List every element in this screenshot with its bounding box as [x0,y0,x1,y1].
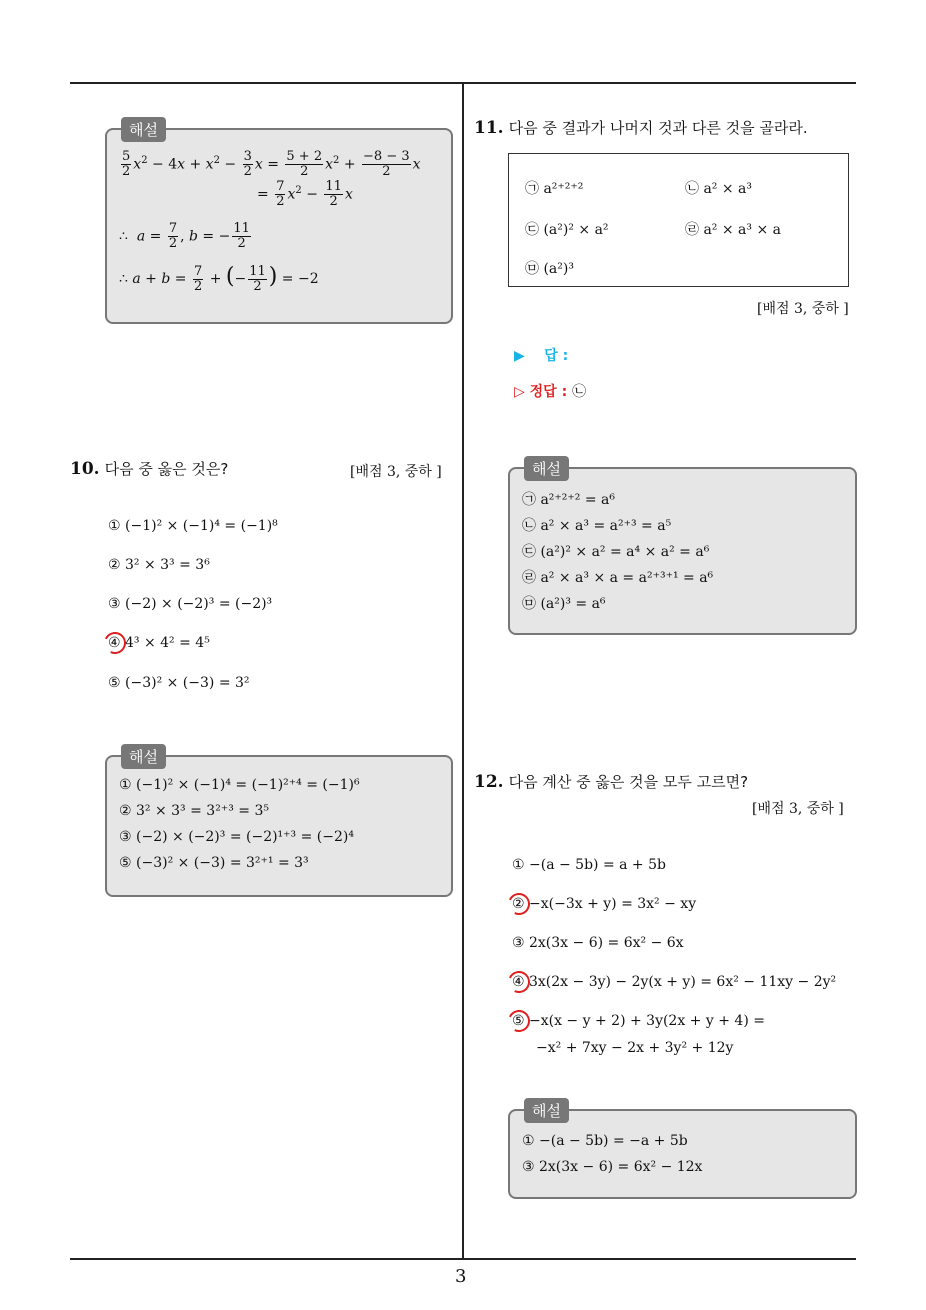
q11-choice-3[interactable]: ㉢ (a²)² × a² [525,222,609,238]
q11-choice-1[interactable]: ㉠ a²⁺²⁺² [525,181,584,197]
play-outline-icon: ▷ [514,384,525,400]
answer-circle-mark [505,968,533,996]
q10-option-4[interactable]: ④ 4³ × 4² = 4⁵ [108,635,210,651]
explanation-box-q11 [508,460,857,635]
score-label: [배점 3, 중하 ] [752,801,844,817]
q12-option-3[interactable]: ③ 2x(3x − 6) = 6x² − 6x [512,935,684,951]
expl-line: ⑤ (−3)² × (−3) = 3²⁺¹ = 3³ [119,855,309,871]
question-number: 11. [474,118,504,138]
page-number: 3 [455,1266,467,1287]
q11-choice-2[interactable]: ㉡ a² × a³ [685,181,752,197]
answer-circle-mark [101,629,129,657]
answer-circle-mark [505,890,533,918]
correct-label: 정답 : [529,384,568,400]
q10-option-3[interactable]: ③ (−2) × (−2)³ = (−2)³ [108,596,273,612]
question-text: 다음 계산 중 옳은 것을 모두 고르면? [508,773,749,791]
expl-equation-4: ∴ a + b = $\frac{7}{2}$ + (− $\frac{11}{2}$ ) = −2 [119,263,319,294]
q11-choices-box [508,153,849,287]
q12-option-2[interactable]: ② −x(−3x + y) = 3x² − xy [512,896,697,912]
question-10 [70,458,228,479]
expl-equation-1: $\frac{5}{2}$ $x^2 - 4x + x^2$ − $\frac{3}{2}$ x = $\frac{5 + 2}{2}$ $x^2$ + $\frac{-8 - 3}{2}$ x [122,149,421,179]
explanation-tag: 해설 [121,744,166,769]
correct-answer-row [514,381,586,401]
explanation-tag: 해설 [524,1098,569,1123]
explanation-tag: 해설 [121,117,166,142]
q10-option-2[interactable]: ② 3² × 3³ = 3⁶ [108,557,210,573]
expl-line: ① −(a − 5b) = −a + 5b [522,1133,688,1149]
expl-equation-3: ∴ a = $\frac{7}{2}$ , b = − $\frac{11}{2}$ [119,221,250,251]
expl-line: ㉢ (a²)² × a² = a⁴ × a² = a⁶ [522,544,710,560]
q11-choice-5[interactable]: ㉤ (a²)³ [525,261,574,277]
expl-line: ㉤ (a²)³ = a⁶ [522,596,606,612]
answer-circle-mark [505,1007,533,1035]
expl-equation-2: = $\frac{7}{2}$ $x^2$ − $\frac{11}{2}$ x [257,179,353,209]
explanation-box-q12 [508,1102,857,1199]
q12-option-5-continued: −x² + 7xy − 2x + 3y² + 12y [536,1040,734,1056]
q12-option-1[interactable]: ① −(a − 5b) = a + 5b [512,857,666,873]
question-number: 12. [474,772,504,792]
q11-choice-4[interactable]: ㉣ a² × a³ × a [685,222,781,238]
q12-option-4[interactable]: ④ 3x(2x − 3y) − 2y(x + y) = 6x² − 11xy − 2y² [512,974,837,990]
question-text: 다음 중 옳은 것은? [104,460,229,478]
expl-line: ③ (−2) × (−2)³ = (−2)¹⁺³ = (−2)⁴ [119,829,354,845]
explanation-box-q9 [105,121,453,324]
question-text: 다음 중 결과가 나머지 것과 다른 것을 골라라. [508,119,808,137]
question-12 [474,771,748,792]
q10-option-5[interactable]: ⑤ (−3)² × (−3) = 3² [108,675,250,691]
q12-option-5[interactable]: ⑤ −x(x − y + 2) + 3y(2x + y + 4) = [512,1013,765,1029]
column-divider [462,83,464,1258]
question-11 [474,117,808,138]
q10-option-1[interactable]: ① (−1)² × (−1)⁴ = (−1)⁸ [108,518,278,534]
expl-line: ㉣ a² × a³ × a = a²⁺³⁺¹ = a⁶ [522,570,714,586]
expl-line: ㉠ a²⁺²⁺² = a⁶ [522,492,616,508]
answer-label: 답 : [544,348,569,364]
answer-row [514,345,568,365]
expl-line: ③ 2x(3x − 6) = 6x² − 12x [522,1159,703,1175]
expl-line: ㉡ a² × a³ = a²⁺³ = a⁵ [522,518,672,534]
score-label: [배점 3, 중하 ] [350,464,442,480]
expl-line: ① (−1)² × (−1)⁴ = (−1)²⁺⁴ = (−1)⁶ [119,777,360,793]
question-number: 10. [70,459,100,479]
explanation-box-q10 [105,748,453,897]
expl-line: ② 3² × 3³ = 3²⁺³ = 3⁵ [119,803,269,819]
explanation-tag: 해설 [524,456,569,481]
correct-answer-value: ㉡ [572,384,587,400]
play-icon: ▶ [514,348,525,364]
bottom-rule [70,1258,856,1260]
score-label: [배점 3, 중하 ] [757,301,849,317]
